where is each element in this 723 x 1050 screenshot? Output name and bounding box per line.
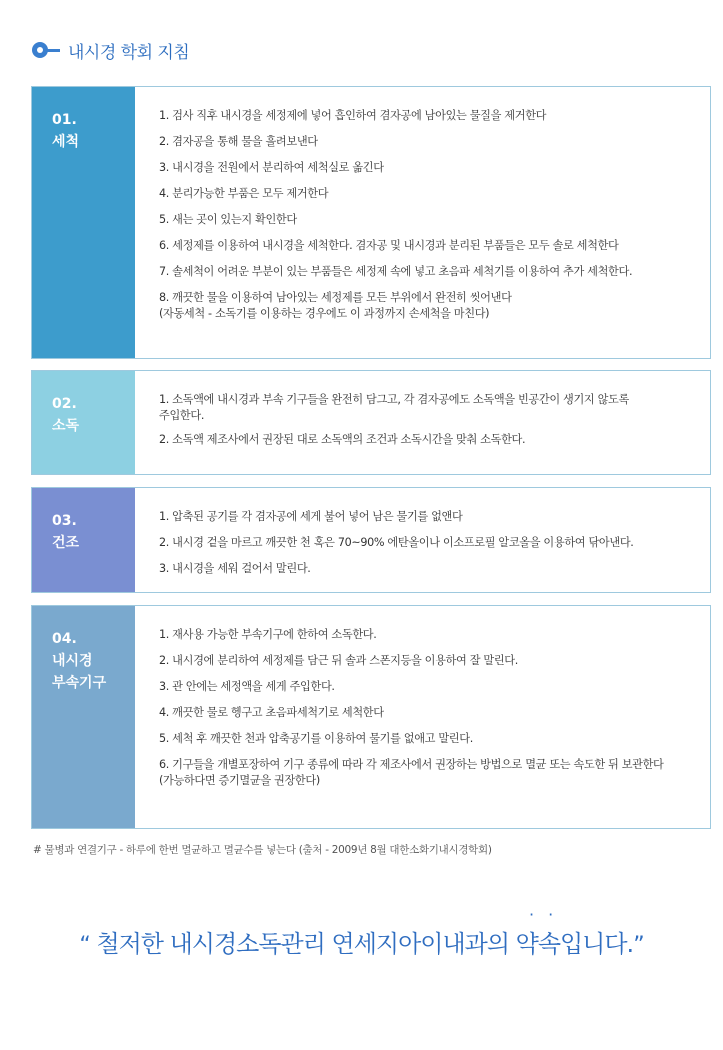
guideline-box-cleaning [31, 86, 711, 359]
list-item: 6. 기구들을 개별포장하여 기구 종류에 따라 각 제조사에서 권장하는 방법으로 멸균 또는 속도한 뒤 보관한다 (가능하다면 증기멸균을 권장한다) [159, 758, 664, 787]
list-item: 8. 깨끗한 물을 이용하여 남아있는 세정제를 모든 부위에서 완전히 씻어낸다 (자동세척 - 소독기를 이용하는 경우에도 이 과정까지 손세척을 마친다) [159, 291, 512, 320]
step-list [135, 87, 632, 358]
step-name: 내시경 부속기구 [52, 653, 107, 691]
list-item: 1. 압축된 공기를 각 겸자공에 세게 불어 넣어 남은 물기를 없앤다 [159, 510, 463, 523]
list-item: 2. 소독액 제조사에서 권장된 대로 소독액의 조건과 소독시간을 맞춰 소독한다. [159, 433, 526, 446]
list-item: 5. 새는 곳이 있는지 확인한다 [159, 213, 297, 226]
step-name: 소독 [52, 418, 80, 434]
guideline-box-drying [31, 487, 711, 593]
bullet-ring-icon [32, 40, 68, 60]
list-item: 6. 세정제를 이용하여 내시경을 세척한다. 겸자공 및 내시경과 분리된 부품들은 모두 솔로 세척한다 [159, 239, 619, 252]
step-number: 04. [52, 631, 77, 647]
list-item: 7. 솔세척이 어려운 부분이 있는 부품들은 세정제 속에 넣고 초음파 세척기를 이용하여 추가 세척한다. [159, 265, 633, 278]
list-item: 1. 검사 직후 내시경을 세정제에 넣어 흡인하여 겸자공에 남아있는 물질을 제거한다 [159, 109, 547, 122]
list-item: 3. 내시경을 전원에서 분리하여 세척실로 옮긴다 [159, 161, 384, 174]
footnote: # 물병과 연결기구 - 하루에 한번 멸균하고 멸균수를 넣는다 (출처 - 2009년 8월 대한소화기내시경학회) [33, 844, 492, 856]
step-label [32, 371, 135, 474]
slogan [0, 924, 723, 959]
step-number: 01. [52, 112, 77, 128]
step-number: 03. [52, 513, 77, 529]
list-item: 2. 내시경에 분리하여 세정제를 담근 뒤 솔과 스폰지등을 이용하여 잘 말린다. [159, 654, 518, 667]
list-item: 2. 내시경 겉을 마르고 깨끗한 천 혹은 70~90% 에탄올이나 이소프로필 알코올을 이용하여 닦아낸다. [159, 536, 634, 549]
emphasis-dots: ·· [529, 905, 568, 924]
list-item: 1. 소독액에 내시경과 부속 기구들을 완전히 담그고, 각 겸자공에도 소독액을 빈공간이 생기지 않도록 주입한다. [159, 393, 629, 422]
list-item: 4. 분리가능한 부품은 모두 제거한다 [159, 187, 329, 200]
step-label [32, 606, 135, 828]
guideline-box-accessories [31, 605, 711, 829]
open-quote: “ [79, 933, 90, 958]
list-item: 3. 내시경을 세워 걸어서 말린다. [159, 562, 311, 575]
list-item: 5. 세척 후 깨끗한 천과 압축공기를 이용하여 물기를 없애고 말린다. [159, 732, 473, 745]
step-list [135, 371, 629, 474]
list-item: 3. 관 안에는 세정액을 세게 주입한다. [159, 680, 335, 693]
list-item: 1. 재사용 가능한 부속기구에 한하여 소독한다. [159, 628, 377, 641]
list-item: 2. 겸자공을 통해 물을 흘려보낸다 [159, 135, 318, 148]
step-name: 건조 [52, 535, 80, 551]
slogan-text: 철저한 내시경소독관리 연세지아이내과의 약속입니다. [96, 930, 634, 958]
step-number: 02. [52, 396, 77, 412]
list-item: 4. 깨끗한 물로 헹구고 초음파세척기로 세척한다 [159, 706, 384, 719]
page-title: 내시경 학회 지침 [68, 42, 190, 63]
step-label [32, 87, 135, 358]
step-list [135, 606, 664, 828]
step-list [135, 488, 634, 592]
step-label [32, 488, 135, 592]
guideline-box-disinfection [31, 370, 711, 475]
section-header [32, 36, 189, 64]
step-name: 세척 [52, 134, 80, 150]
close-quote: ” [633, 933, 644, 958]
